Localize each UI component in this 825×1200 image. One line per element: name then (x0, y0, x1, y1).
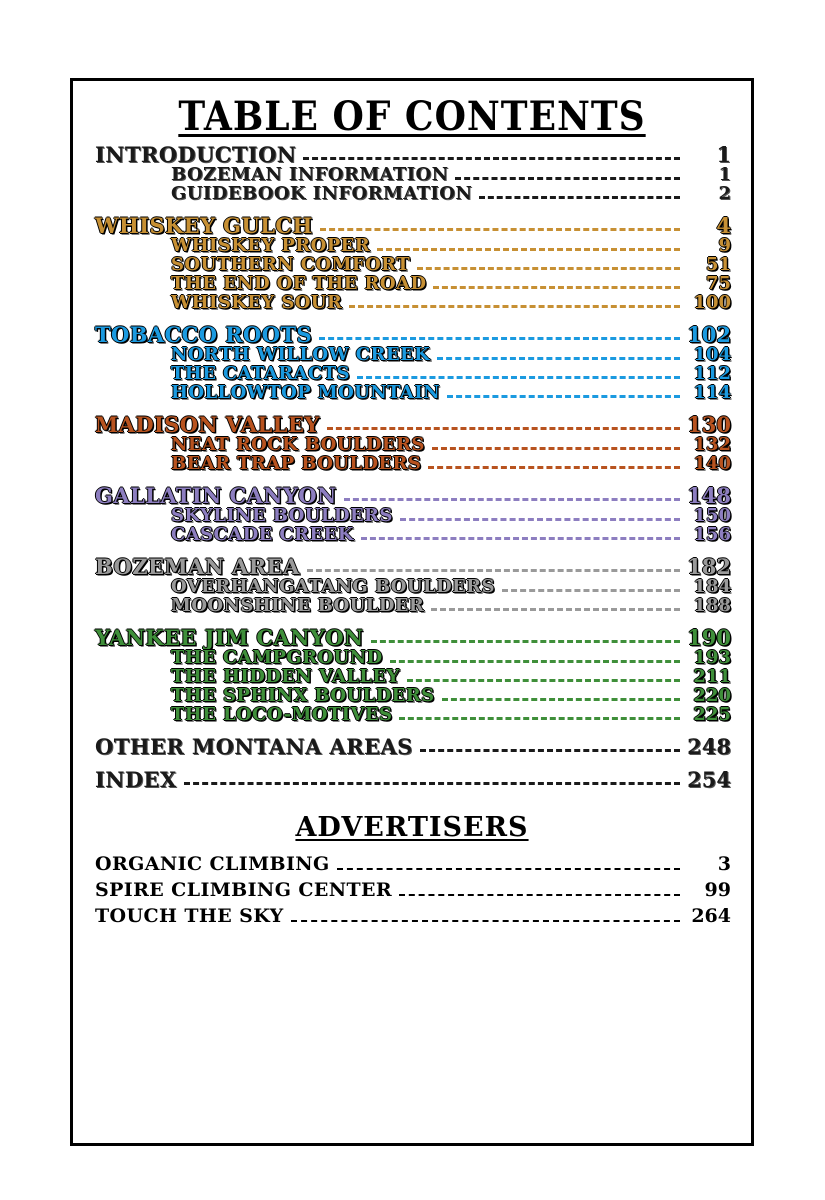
toc-entry-page-number: 211 (693, 666, 731, 687)
toc-entry-secondary[interactable] (93, 706, 731, 724)
advertisers-title: ADVERTISERS (295, 812, 529, 843)
leader-dots (417, 267, 680, 270)
toc-entry-secondary[interactable] (93, 578, 731, 596)
leader-dots (447, 395, 680, 398)
leader-dots (327, 427, 680, 430)
toc-entry-page-number: 182 (687, 554, 731, 579)
toc-entry-label: OTHER MONTANA AREAS (95, 734, 413, 759)
toc-entry-page-number: 114 (693, 382, 731, 403)
toc-entry-secondary[interactable] (93, 597, 731, 615)
toc-entry-label: WHISKEY GULCH (95, 213, 313, 238)
toc-entry-label: THE SPHINX BOULDERS (171, 685, 435, 706)
leader-dots (455, 177, 680, 180)
leader-dots (420, 749, 680, 752)
leader-dots (337, 868, 680, 870)
toc-entry-page-number: 132 (693, 434, 731, 455)
page-content (93, 93, 731, 927)
toc-entry-label: BOZEMAN AREA (95, 554, 300, 579)
leader-dots (407, 679, 680, 682)
toc-entry-primary[interactable] (93, 627, 731, 648)
leader-dots (437, 357, 680, 360)
leader-dots (479, 196, 680, 199)
advertiser-entry[interactable] (93, 853, 731, 875)
toc-entry-page-number: 150 (693, 505, 731, 526)
toc-entry-secondary[interactable] (93, 346, 731, 364)
toc-entry-label: GUIDEBOOK INFORMATION (171, 183, 473, 204)
toc-entry-label: BEAR TRAP BOULDERS (171, 453, 422, 474)
toc-entry-label: SOUTHERN COMFORT (171, 254, 411, 275)
toc-entry-page-number: 248 (687, 734, 731, 759)
advertisers-section (93, 812, 731, 927)
leader-dots (357, 376, 680, 379)
toc-entry-label: INTRODUCTION (95, 142, 297, 167)
toc-entry-page-number: 104 (693, 344, 731, 365)
toc-entry-label: THE LOCO-MOTIVES (171, 704, 393, 725)
toc-entry-page-number: 140 (693, 453, 731, 474)
toc-entry-label: WHISKEY SOUR (171, 292, 343, 313)
toc-entry-page-number: 1 (718, 164, 731, 185)
leader-dots (361, 537, 680, 540)
page-title: TABLE OF CONTENTS (178, 93, 646, 140)
advertiser-entry[interactable] (93, 905, 731, 927)
toc-entry-label: YANKEE JIM CANYON (95, 625, 364, 650)
toc-entry-page-number: 188 (693, 595, 731, 616)
toc-entry-page-number: 51 (705, 254, 731, 275)
toc-entry-primary[interactable] (93, 485, 731, 506)
toc-entry-page-number: 184 (693, 576, 731, 597)
section-spacer (93, 203, 731, 213)
advertisers-list (93, 853, 731, 927)
toc-entry-page-number: 225 (693, 704, 731, 725)
toc-entry-secondary[interactable] (93, 649, 731, 667)
toc-entry-secondary[interactable] (93, 455, 731, 473)
toc-entry-label: HOLLOWTOP MOUNTAIN (171, 382, 440, 403)
leader-dots (377, 248, 680, 251)
toc-entry-label: WHISKEY PROPER (171, 235, 371, 256)
toc-entry-secondary[interactable] (93, 294, 731, 312)
advertiser-page-number: 264 (691, 905, 731, 927)
leader-dots (349, 305, 680, 308)
toc-entry-page-number: 1 (716, 142, 731, 167)
leader-dots (502, 589, 680, 592)
toc-entry-primary[interactable] (93, 215, 731, 236)
leader-dots (344, 498, 680, 501)
toc-entry-label: THE CAMPGROUND (171, 647, 383, 668)
toc-entry-primary[interactable] (93, 324, 731, 345)
leader-dots (320, 228, 680, 231)
advertiser-label: ORGANIC CLIMBING (95, 853, 330, 875)
leader-dots (184, 782, 680, 785)
toc-entry-primary[interactable] (93, 414, 731, 435)
leader-dots (433, 286, 680, 289)
toc-entry-secondary[interactable] (93, 526, 731, 544)
toc-entry-label: NEAT ROCK BOULDERS (171, 434, 425, 455)
toc-entry-page-number: 112 (693, 363, 731, 384)
leader-dots (399, 717, 680, 720)
leader-dots (400, 518, 680, 521)
advertiser-entry[interactable] (93, 879, 731, 901)
toc-entry-page-number: 190 (687, 625, 731, 650)
section-spacer (93, 724, 731, 734)
toc-entry-primary[interactable] (93, 556, 731, 577)
toc-entry-page-number: 148 (687, 483, 731, 508)
toc-entry-secondary[interactable] (93, 275, 731, 293)
leader-dots (303, 157, 680, 160)
toc-entry-label: THE END OF THE ROAD (171, 273, 427, 294)
toc-entry-secondary[interactable] (93, 166, 731, 184)
leader-dots (432, 447, 680, 450)
toc-entry-primary[interactable] (93, 736, 731, 757)
toc-entry-secondary[interactable] (93, 384, 731, 402)
advertiser-page-number: 99 (704, 879, 731, 901)
toc-entry-primary[interactable] (93, 769, 731, 790)
toc-entry-label: CASCADE CREEK (171, 524, 354, 545)
leader-dots (428, 466, 680, 469)
toc-entry-label: THE CATARACTS (171, 363, 350, 384)
toc-entry-page-number: 9 (718, 235, 731, 256)
advertiser-page-number: 3 (717, 853, 731, 875)
section-spacer (93, 473, 731, 483)
toc-entry-page-number: 193 (693, 647, 731, 668)
toc-entry-page-number: 130 (687, 412, 731, 437)
table-of-contents-list (93, 144, 731, 790)
toc-entry-secondary[interactable] (93, 687, 731, 705)
toc-entry-page-number: 2 (718, 183, 731, 204)
toc-entry-page-number: 100 (693, 292, 731, 313)
advertiser-label: TOUCH THE SKY (95, 905, 284, 927)
leader-dots (442, 698, 680, 701)
section-spacer (93, 402, 731, 412)
toc-entry-label: INDEX (95, 767, 177, 792)
toc-entry-label: OVERHANGATANG BOULDERS (171, 576, 495, 597)
toc-entry-label: SKYLINE BOULDERS (171, 505, 393, 526)
toc-entry-page-number: 4 (716, 213, 731, 238)
toc-entry-secondary[interactable] (93, 365, 731, 383)
toc-entry-secondary[interactable] (93, 256, 731, 274)
toc-entry-page-number: 254 (687, 767, 731, 792)
toc-entry-label: GALLATIN CANYON (95, 483, 337, 508)
toc-entry-secondary[interactable] (93, 507, 731, 525)
section-spacer (93, 615, 731, 625)
toc-entry-secondary[interactable] (93, 436, 731, 454)
toc-entry-label: NORTH WILLOW CREEK (171, 344, 431, 365)
leader-dots (390, 660, 680, 663)
leader-dots (307, 569, 680, 572)
leader-dots (399, 894, 680, 896)
leader-dots (291, 920, 680, 922)
toc-entry-primary[interactable] (93, 144, 731, 165)
toc-entry-label: MADISON VALLEY (95, 412, 320, 437)
toc-entry-label: TOBACCO ROOTS (95, 322, 313, 347)
toc-entry-page-number: 220 (693, 685, 731, 706)
toc-entry-page-number: 156 (693, 524, 731, 545)
leader-dots (371, 640, 680, 643)
toc-entry-secondary[interactable] (93, 237, 731, 255)
toc-entry-page-number: 75 (705, 273, 731, 294)
toc-entry-label: MOONSHINE BOULDER (171, 595, 425, 616)
guidebook-page (70, 78, 754, 1146)
leader-dots (319, 337, 680, 340)
section-spacer (93, 544, 731, 554)
toc-entry-secondary[interactable] (93, 185, 731, 203)
toc-entry-page-number: 102 (687, 322, 731, 347)
toc-entry-secondary[interactable] (93, 668, 731, 686)
toc-entry-label: BOZEMAN INFORMATION (171, 164, 449, 185)
advertiser-label: SPIRE CLIMBING CENTER (95, 879, 393, 901)
toc-entry-label: THE HIDDEN VALLEY (171, 666, 400, 687)
leader-dots (431, 608, 680, 611)
section-spacer (93, 312, 731, 322)
